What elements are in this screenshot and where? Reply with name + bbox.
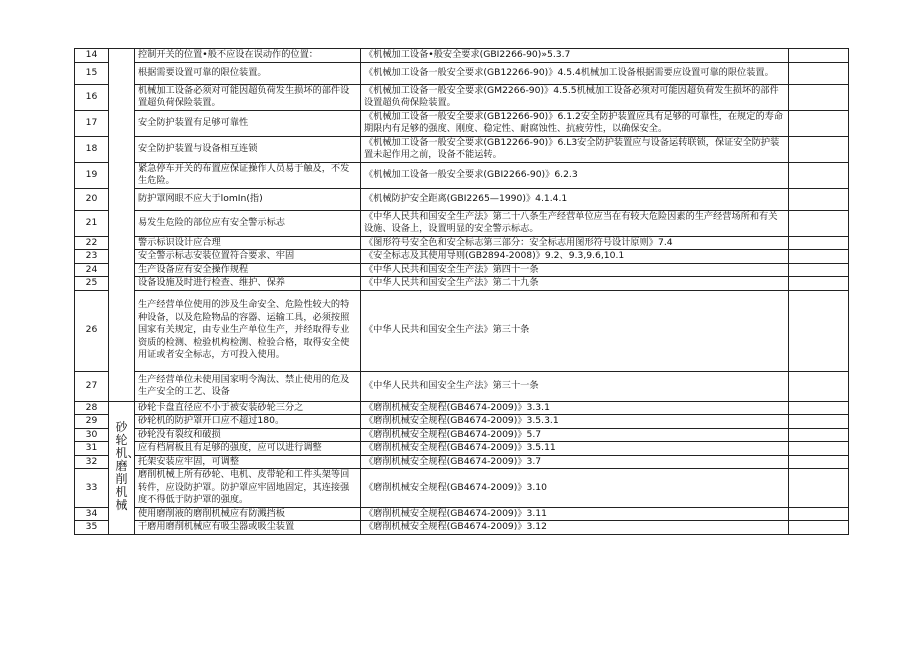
- table-row: [75, 236, 849, 250]
- check-item: 生产设备应有安全操作规程: [135, 263, 361, 277]
- category-cell: [109, 49, 135, 402]
- table-row: [75, 371, 849, 401]
- basis-reference: 《磨削机械安全规程(GB4674-2009)》3.5.3.1: [361, 415, 789, 429]
- row-number: 31: [75, 442, 109, 456]
- table-row: [75, 507, 849, 521]
- basis-reference: 《磨削机械安全规程(GB4674-2009)》5.7: [361, 428, 789, 442]
- basis-reference: 《磨削机械安全规程(GB4674-2009)》3.12: [361, 521, 789, 535]
- table-body: [75, 49, 849, 535]
- row-number: 17: [75, 110, 109, 136]
- result-cell: [789, 188, 849, 210]
- basis-reference: 《安全标志及其使用导则(GB2894-2008)》9.2、9.3,9.6,10.1: [361, 250, 789, 264]
- table-row: [75, 62, 849, 84]
- table-row: [75, 521, 849, 535]
- check-item: 砂轮没有裂纹和破损: [135, 428, 361, 442]
- row-number: 26: [75, 290, 109, 371]
- row-number: 21: [75, 210, 109, 236]
- row-number: 25: [75, 277, 109, 291]
- table-row: [75, 49, 849, 63]
- check-item: 警示标识设计应合理: [135, 236, 361, 250]
- row-number: 22: [75, 236, 109, 250]
- table-row: [75, 428, 849, 442]
- basis-reference: 《磨削机械安全规程(GB4674-2009)》3.11: [361, 507, 789, 521]
- result-cell: [789, 428, 849, 442]
- row-number: 33: [75, 469, 109, 508]
- basis-reference: 《机械加工设备一般安全要求(GB12266-90)》4.5.4机械加工设备根据需要应设置可靠的限位装置。: [361, 62, 789, 84]
- basis-reference: 《中华人民共和国安全生产法》第三十条: [361, 290, 789, 371]
- table-row: [75, 210, 849, 236]
- result-cell: [789, 521, 849, 535]
- basis-reference: 《磨削机械安全规程(GB4674-2009)》3.3.1: [361, 401, 789, 415]
- row-number: 28: [75, 401, 109, 415]
- row-number: 24: [75, 263, 109, 277]
- row-number: 18: [75, 136, 109, 162]
- check-item: 安全防护装置有足够可靠性: [135, 110, 361, 136]
- table-row: [75, 442, 849, 456]
- basis-reference: 《机械加工设备一般安全要求(GB12266-90)》6.1.2安全防护装置应具有足够的可靠性，在规定的寿命期限内有足够的强度、刚度、稳定性、耐腐蚀性、抗疲劳性，以确保安全。: [361, 110, 789, 136]
- check-item: 安全防护装置与设备相互连锁: [135, 136, 361, 162]
- check-item: 砂轮机的防护罩开口应不超过180。: [135, 415, 361, 429]
- basis-reference: 《中华人民共和国安全生产法》第三十一条: [361, 371, 789, 401]
- result-cell: [789, 455, 849, 469]
- result-cell: [789, 162, 849, 188]
- result-cell: [789, 371, 849, 401]
- result-cell: [789, 250, 849, 264]
- result-cell: [789, 62, 849, 84]
- row-number: 29: [75, 415, 109, 429]
- result-cell: [789, 210, 849, 236]
- basis-reference: 《磨削机械安全规程(GB4674-2009)》3.7: [361, 455, 789, 469]
- row-number: 15: [75, 62, 109, 84]
- result-cell: [789, 469, 849, 508]
- table-row: [75, 277, 849, 291]
- row-number: 30: [75, 428, 109, 442]
- check-item: 砂轮卡盘直径应不小于被安装砂轮三分之: [135, 401, 361, 415]
- result-cell: [789, 136, 849, 162]
- row-number: 27: [75, 371, 109, 401]
- check-item: 防护罩网眼不应大于lomIn(指): [135, 188, 361, 210]
- row-number: 23: [75, 250, 109, 264]
- check-item: 机械加工设备必须对可能因超负荷发生损坏的部件设置超负荷保险装置。: [135, 84, 361, 110]
- basis-reference: 《机械加工设备一般安全要求(GBI2266-90)》6.2.3: [361, 162, 789, 188]
- result-cell: [789, 415, 849, 429]
- basis-reference: 《机械加工设备一般安全要求(GM2266-90)》4.5.5机械加工设备必须对可能因超负荷发生损坏的部件设置超负荷保险装置。: [361, 84, 789, 110]
- inspection-table: [74, 48, 848, 535]
- check-item: 根据需要设置可靠的限位装置。: [135, 62, 361, 84]
- row-number: 19: [75, 162, 109, 188]
- table-row: [75, 84, 849, 110]
- result-cell: [789, 290, 849, 371]
- check-item: 安全警示标志安装位置符合要求、牢固: [135, 250, 361, 264]
- check-item: 使用磨削液的磨削机械应有防溅挡板: [135, 507, 361, 521]
- table-row: [75, 290, 849, 371]
- check-item: 托架安装应牢固，可调整: [135, 455, 361, 469]
- result-cell: [789, 236, 849, 250]
- basis-reference: 《中华人民共和国安全生产法》第四十一条: [361, 263, 789, 277]
- result-cell: [789, 49, 849, 63]
- row-number: 20: [75, 188, 109, 210]
- result-cell: [789, 442, 849, 456]
- check-item: 干磨用磨削机械应有吸尘器或吸尘装置: [135, 521, 361, 535]
- row-number: 32: [75, 455, 109, 469]
- table-row: [75, 469, 849, 508]
- table-row: [75, 110, 849, 136]
- result-cell: [789, 401, 849, 415]
- basis-reference: 《磨削机械安全规程(GB4674-2009)》3.5.11: [361, 442, 789, 456]
- table-row: [75, 162, 849, 188]
- row-number: 14: [75, 49, 109, 63]
- row-number: 35: [75, 521, 109, 535]
- result-cell: [789, 84, 849, 110]
- table-row: [75, 188, 849, 210]
- category-label: 砂轮机、磨削机械: [115, 420, 140, 513]
- row-number: 34: [75, 507, 109, 521]
- check-item: 磨削机械上所有砂轮、电机、皮带轮和工件头架等回转件，应设防护罩。防护罩应牢固地固定，其连接强度不得低于防护罩的强度。: [135, 469, 361, 508]
- table-row: [75, 415, 849, 429]
- check-item: 紧急停车开关的布置应保证操作人员易于触及，不发生危险。: [135, 162, 361, 188]
- check-item: 生产经营单位使用的涉及生命安全、危险性较大的特种设备，以及危险物品的容器、运输工具，必须按照国家有关规定，由专业生产单位生产，并经取得专业资质的检测、检验机构检测、检验合格，取得安全使用证或者安全标志，方可投入使用。: [135, 290, 361, 371]
- table-row: [75, 455, 849, 469]
- basis-reference: 《磨削机械安全规程(GB4674-2009)》3.10: [361, 469, 789, 508]
- basis-reference: 《图形符号安全色和安全标志第三部分：安全标志用图形符号设计原则》7.4: [361, 236, 789, 250]
- table-row: [75, 401, 849, 415]
- category-cell: [109, 401, 140, 534]
- result-cell: [789, 110, 849, 136]
- result-cell: [789, 507, 849, 521]
- check-item: 应有档屑板且有足够的强度，应可以进行调整: [135, 442, 361, 456]
- check-item: 易发生危险的部位应有安全警示标志: [135, 210, 361, 236]
- table-row: [75, 263, 849, 277]
- row-number: 16: [75, 84, 109, 110]
- basis-reference: 《机械防护安全距离(GBI2265—1990)》4.1.4.1: [361, 188, 789, 210]
- basis-reference: 《中华人民共和国安全生产法》第二十九条: [361, 277, 789, 291]
- check-item: 设备设施及时进行检查、维护、保养: [135, 277, 361, 291]
- table-row: [75, 250, 849, 264]
- basis-reference: 《中华人民共和国安全生产法》第二十八条生产经营单位应当在有较大危险因素的生产经营场所和有关设施、设备上，设置明显的安全警示标志。: [361, 210, 789, 236]
- check-item: 生产经营单位未使用国家明令淘汰、禁止使用的危及生产安全的工艺、设备: [135, 371, 361, 401]
- table-row: [75, 136, 849, 162]
- basis-reference: 《机械加工设备一般安全要求(GB12266-90)》6.L3安全防护装置应与设备运转联锁，保证安全防护装置未起作用之前，设备不能运转。: [361, 136, 789, 162]
- basis-reference: 《机械加工设备•般安全要求(GBI2266-90)»5.3.7: [361, 49, 789, 63]
- result-cell: [789, 263, 849, 277]
- result-cell: [789, 277, 849, 291]
- check-item: 控制开关的位置•般不应设在误动作的位置：: [135, 49, 361, 63]
